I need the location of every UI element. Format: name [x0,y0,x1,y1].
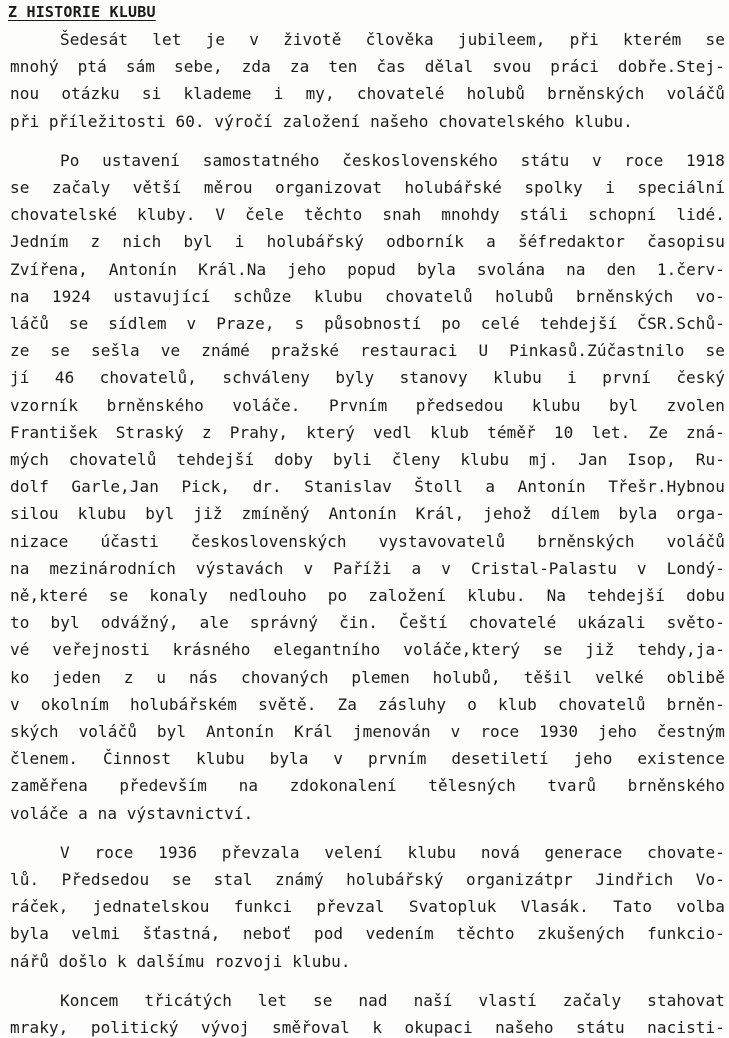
paragraph-line: ských voláčů byl Antonín Král jmenován v roce 1930 jeho čestným [10,722,725,741]
paragraph-line: lů. Předsedou se stal známý holubářský organizátpr Jindřich Vo- [10,870,725,889]
paragraph-line: jí 46 chovatelů, schváleny byly stanovy klubu i první český [10,368,725,387]
paragraph-line: František Straský z Prahy, který vedl klub téměř 10 let. Ze zná- [10,423,725,442]
paragraph-line: chovatelské kluby. V čele těchto snah mnohdy stáli schopní lidé. [10,205,725,224]
paragraph-line: vzorník brněnského voláče. Prvním předsedou klubu byl zvolen [10,396,725,415]
paragraph-line: mraky, politický vývoj směřoval k okupaci našeho státu nacisti- [10,1018,725,1037]
paragraph-line: zaměřena především na zdokonalení tělesných tvarů brněnského [10,776,725,795]
paragraph-line: voláče a na výstavnictví. [10,804,254,823]
paragraph-line: na mezinárodních výstavách v Paříži a v Cristal-Palastu v Londý- [10,559,725,578]
paragraph-line: mnohý ptá sám sebe, zda za ten čas dělal svou práci dobře.Stej- [10,57,725,76]
paragraph-line: vé veřejnosti krásného elegantního voláče,který se již tehdy,ja- [10,640,725,659]
paragraph-line: členem. Činnost klubu byla v prvním desetiletí jeho existence [10,749,725,768]
paragraph-line: nou otázku si klademe i my, chovatelé holubů brněnských voláčů [10,84,725,103]
paragraph-line: na 1924 ustavující schůze klubu chovatelů holubů brněnských vo- [10,287,725,306]
paragraph-line: nizace účasti československých vystavovatelů brněnských voláčů [10,532,725,551]
paragraph-line: se začaly větší měrou organizovat holubářské spolky i speciální [10,178,725,197]
paragraph-line: mých chovatelů tehdejší doby byli členy klubu mj. Jan Isop, Ru- [10,450,725,469]
paragraph-line: v okolním holubářském světě. Za zásluhy o klub chovatelů brněn- [10,695,725,714]
paragraph-line: Po ustavení samostatného československého státu v roce 1918 [60,151,725,170]
paragraph-line: při příležitosti 60. výročí založení našeho chovatelského klubu. [10,112,633,131]
paragraph-line: ráček, jednatelskou funkci převzal Svatopluk Vlasák. Tato volba [10,897,725,916]
article-heading: Z HISTORIE KLUBU [8,3,156,21]
paragraph-line: byla velmi šťastná, neboť pod vedením těchto zkušených funkcio- [10,924,725,943]
paragraph-line: ze se sešla ve známé pražské restauraci U Pinkasů.Zúčastnilo se [10,341,725,360]
paragraph-line: nářů došlo k dalšímu rozvoji klubu. [10,952,351,971]
paragraph-line: ko jeden z u nás chovaných plemen holubů, těšil velké oblibě [10,668,725,687]
paragraph-line: Jedním z nich byl i holubářský odborník a šéfredaktor časopisu [10,232,725,251]
paragraph-line: V roce 1936 převzala velení klubu nová generace chovate- [60,843,725,862]
paragraph-line: dolf Garle,Jan Pick, dr. Stanislav Štoll a Antonín Třešr.Hybnou [10,477,725,496]
paragraph-line: to byl odvážný, ale správný čin. Čeští chovatelé ukázali světo- [10,613,725,632]
paragraph-line: Šedesát let je v životě člověka jubileem, při kterém se [60,30,725,49]
paragraph-line: láčů se sídlem v Praze, s působností po celé tehdejší ČSR.Schů- [10,314,725,333]
paragraph-line: silou klubu byl již zmíněný Antonín Král, jehož dílem byla orga- [10,504,725,523]
paragraph-line: Zvířena, Antonín Král.Na jeho popud byla svolána na den 1.červ- [10,260,725,279]
paragraph-line: ně,které se konaly nedlouho po založení klubu. Na tehdejší dobu [10,586,725,605]
paragraph-line: Koncem třicátých let se nad naší vlastí začaly stahovat [60,991,725,1010]
